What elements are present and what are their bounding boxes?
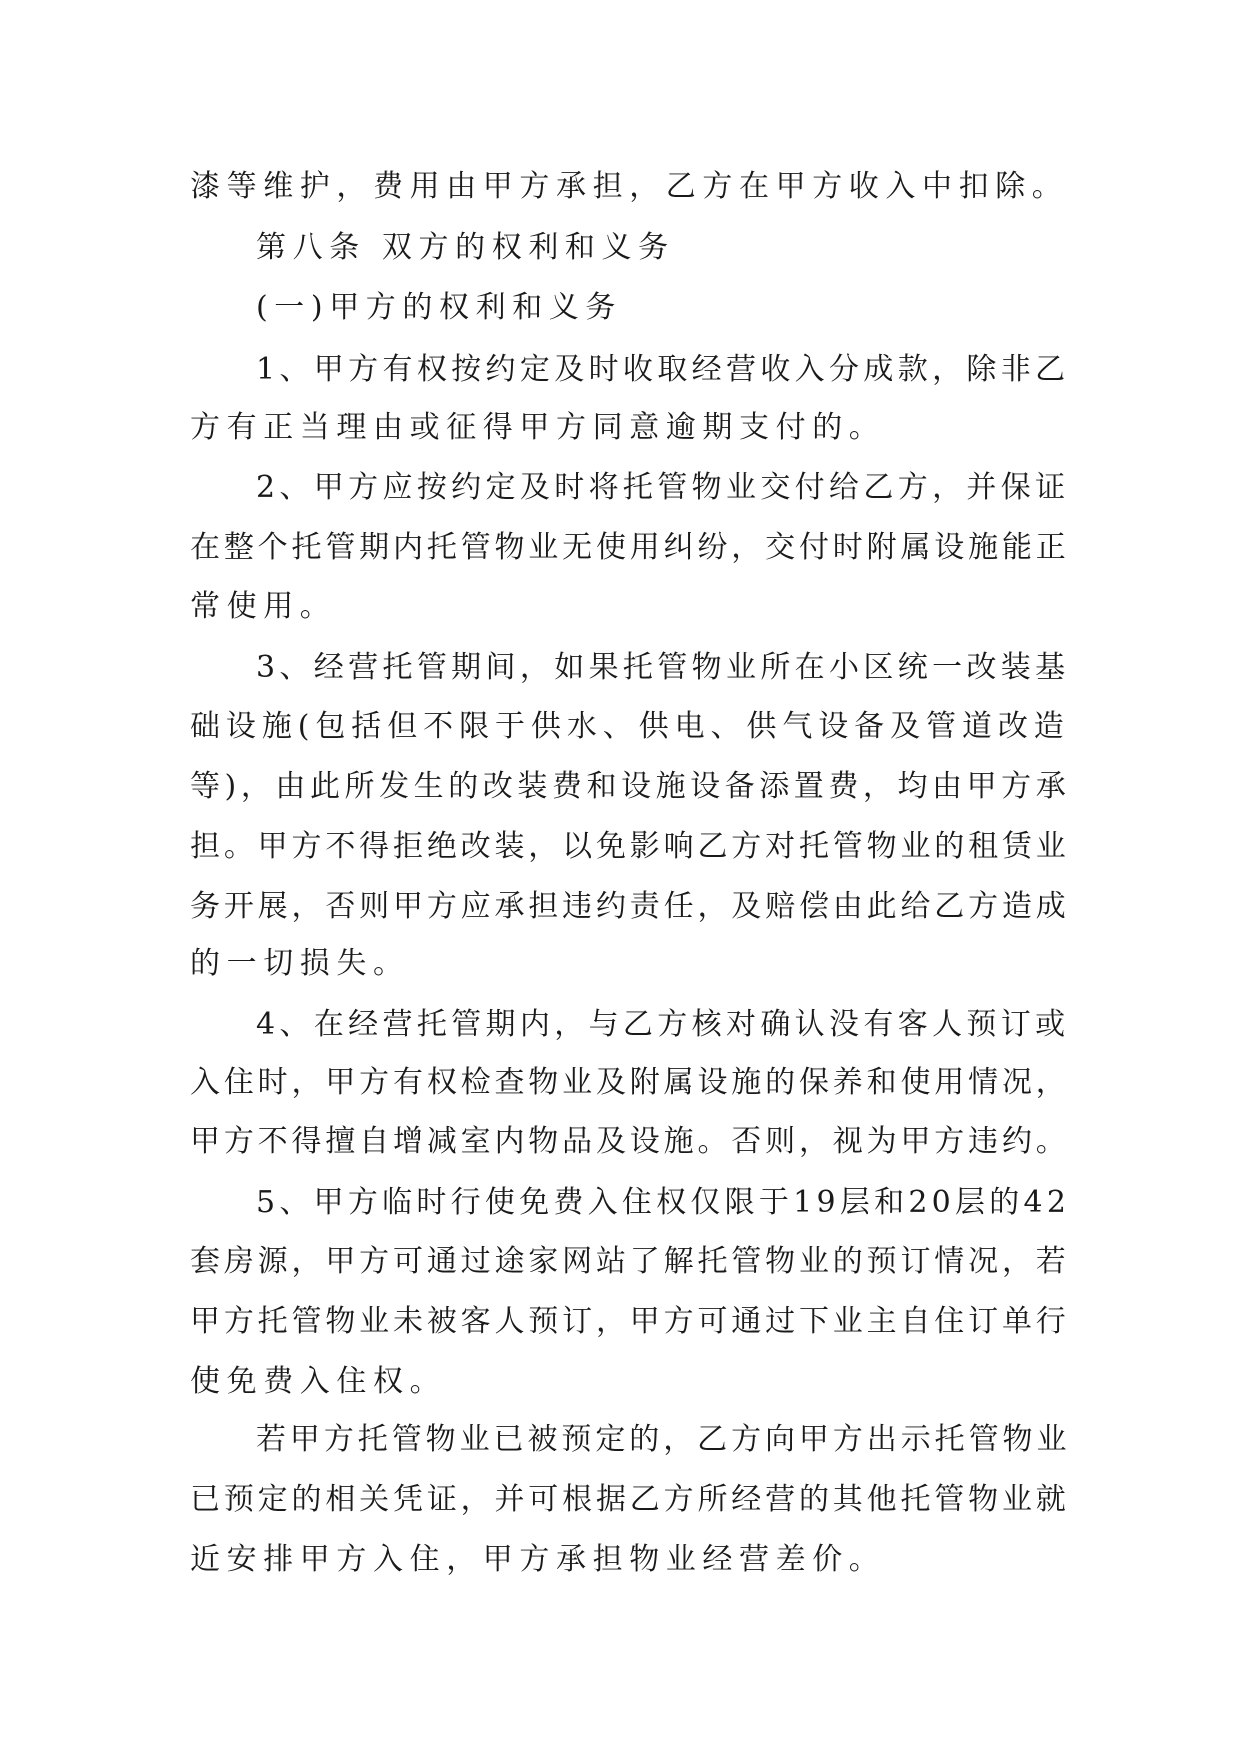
text-line: 2、甲方应按约定及时将托管物业交付给乙方，并保证	[256, 470, 1070, 505]
text-line: 甲方不得擅自增减室内物品及设施。否则，视为甲方违约。	[190, 1124, 1070, 1159]
text-line: 若甲方托管物业已被预定的，乙方向甲方出示托管物业	[256, 1422, 1071, 1457]
text-line: 在整个托管期内托管物业无使用纠纷，交付时附属设施能正	[190, 530, 1070, 565]
text-line: 4、在经营托管期内，与乙方核对确认没有客人预订或	[256, 1007, 1070, 1042]
text-line: 使免费入住权。	[190, 1364, 447, 1399]
text-line: 5、甲方临时行使免费入住权仅限于19层和20层的42	[256, 1185, 1071, 1220]
text-line: 方有正当理由或征得甲方同意逾期支付的。	[190, 410, 886, 445]
text-line: 担。甲方不得拒绝改装，以免影响乙方对托管物业的租赁业	[190, 829, 1070, 864]
section-heading: (一)甲方的权利和义务	[256, 290, 623, 325]
text-line: 等)，由此所发生的改装费和设施设备添置费，均由甲方承	[190, 769, 1071, 804]
text-line: 常使用。	[190, 589, 337, 624]
text-line: 已预定的相关凭证，并可根据乙方所经营的其他托管物业就	[190, 1482, 1070, 1517]
text-line: 1、甲方有权按约定及时收取经营收入分成款，除非乙	[256, 352, 1070, 387]
text-line: 甲方托管物业未被客人预订，甲方可通过下业主自住订单行	[190, 1304, 1070, 1339]
text-line: 础设施(包括但不限于供水、供电、供气设备及管道改造	[190, 709, 1070, 744]
text-line: 近安排甲方入住，甲方承担物业经营差价。	[190, 1542, 886, 1577]
text-line: 套房源，甲方可通过途家网站了解托管物业的预订情况，若	[190, 1244, 1070, 1279]
text-line: 的一切损失。	[190, 946, 410, 981]
text-line: 务开展，否则甲方应承担违约责任，及赔偿由此给乙方造成	[190, 889, 1070, 924]
text-line: 入住时，甲方有权检查物业及附属设施的保养和使用情况，	[190, 1065, 1070, 1100]
article-heading: 第八条 双方的权利和义务	[256, 230, 675, 265]
text-line: 漆等维护，费用由甲方承担，乙方在甲方收入中扣除。	[190, 169, 1069, 204]
text-line: 3、经营托管期间，如果托管物业所在小区统一改装基	[256, 650, 1070, 685]
